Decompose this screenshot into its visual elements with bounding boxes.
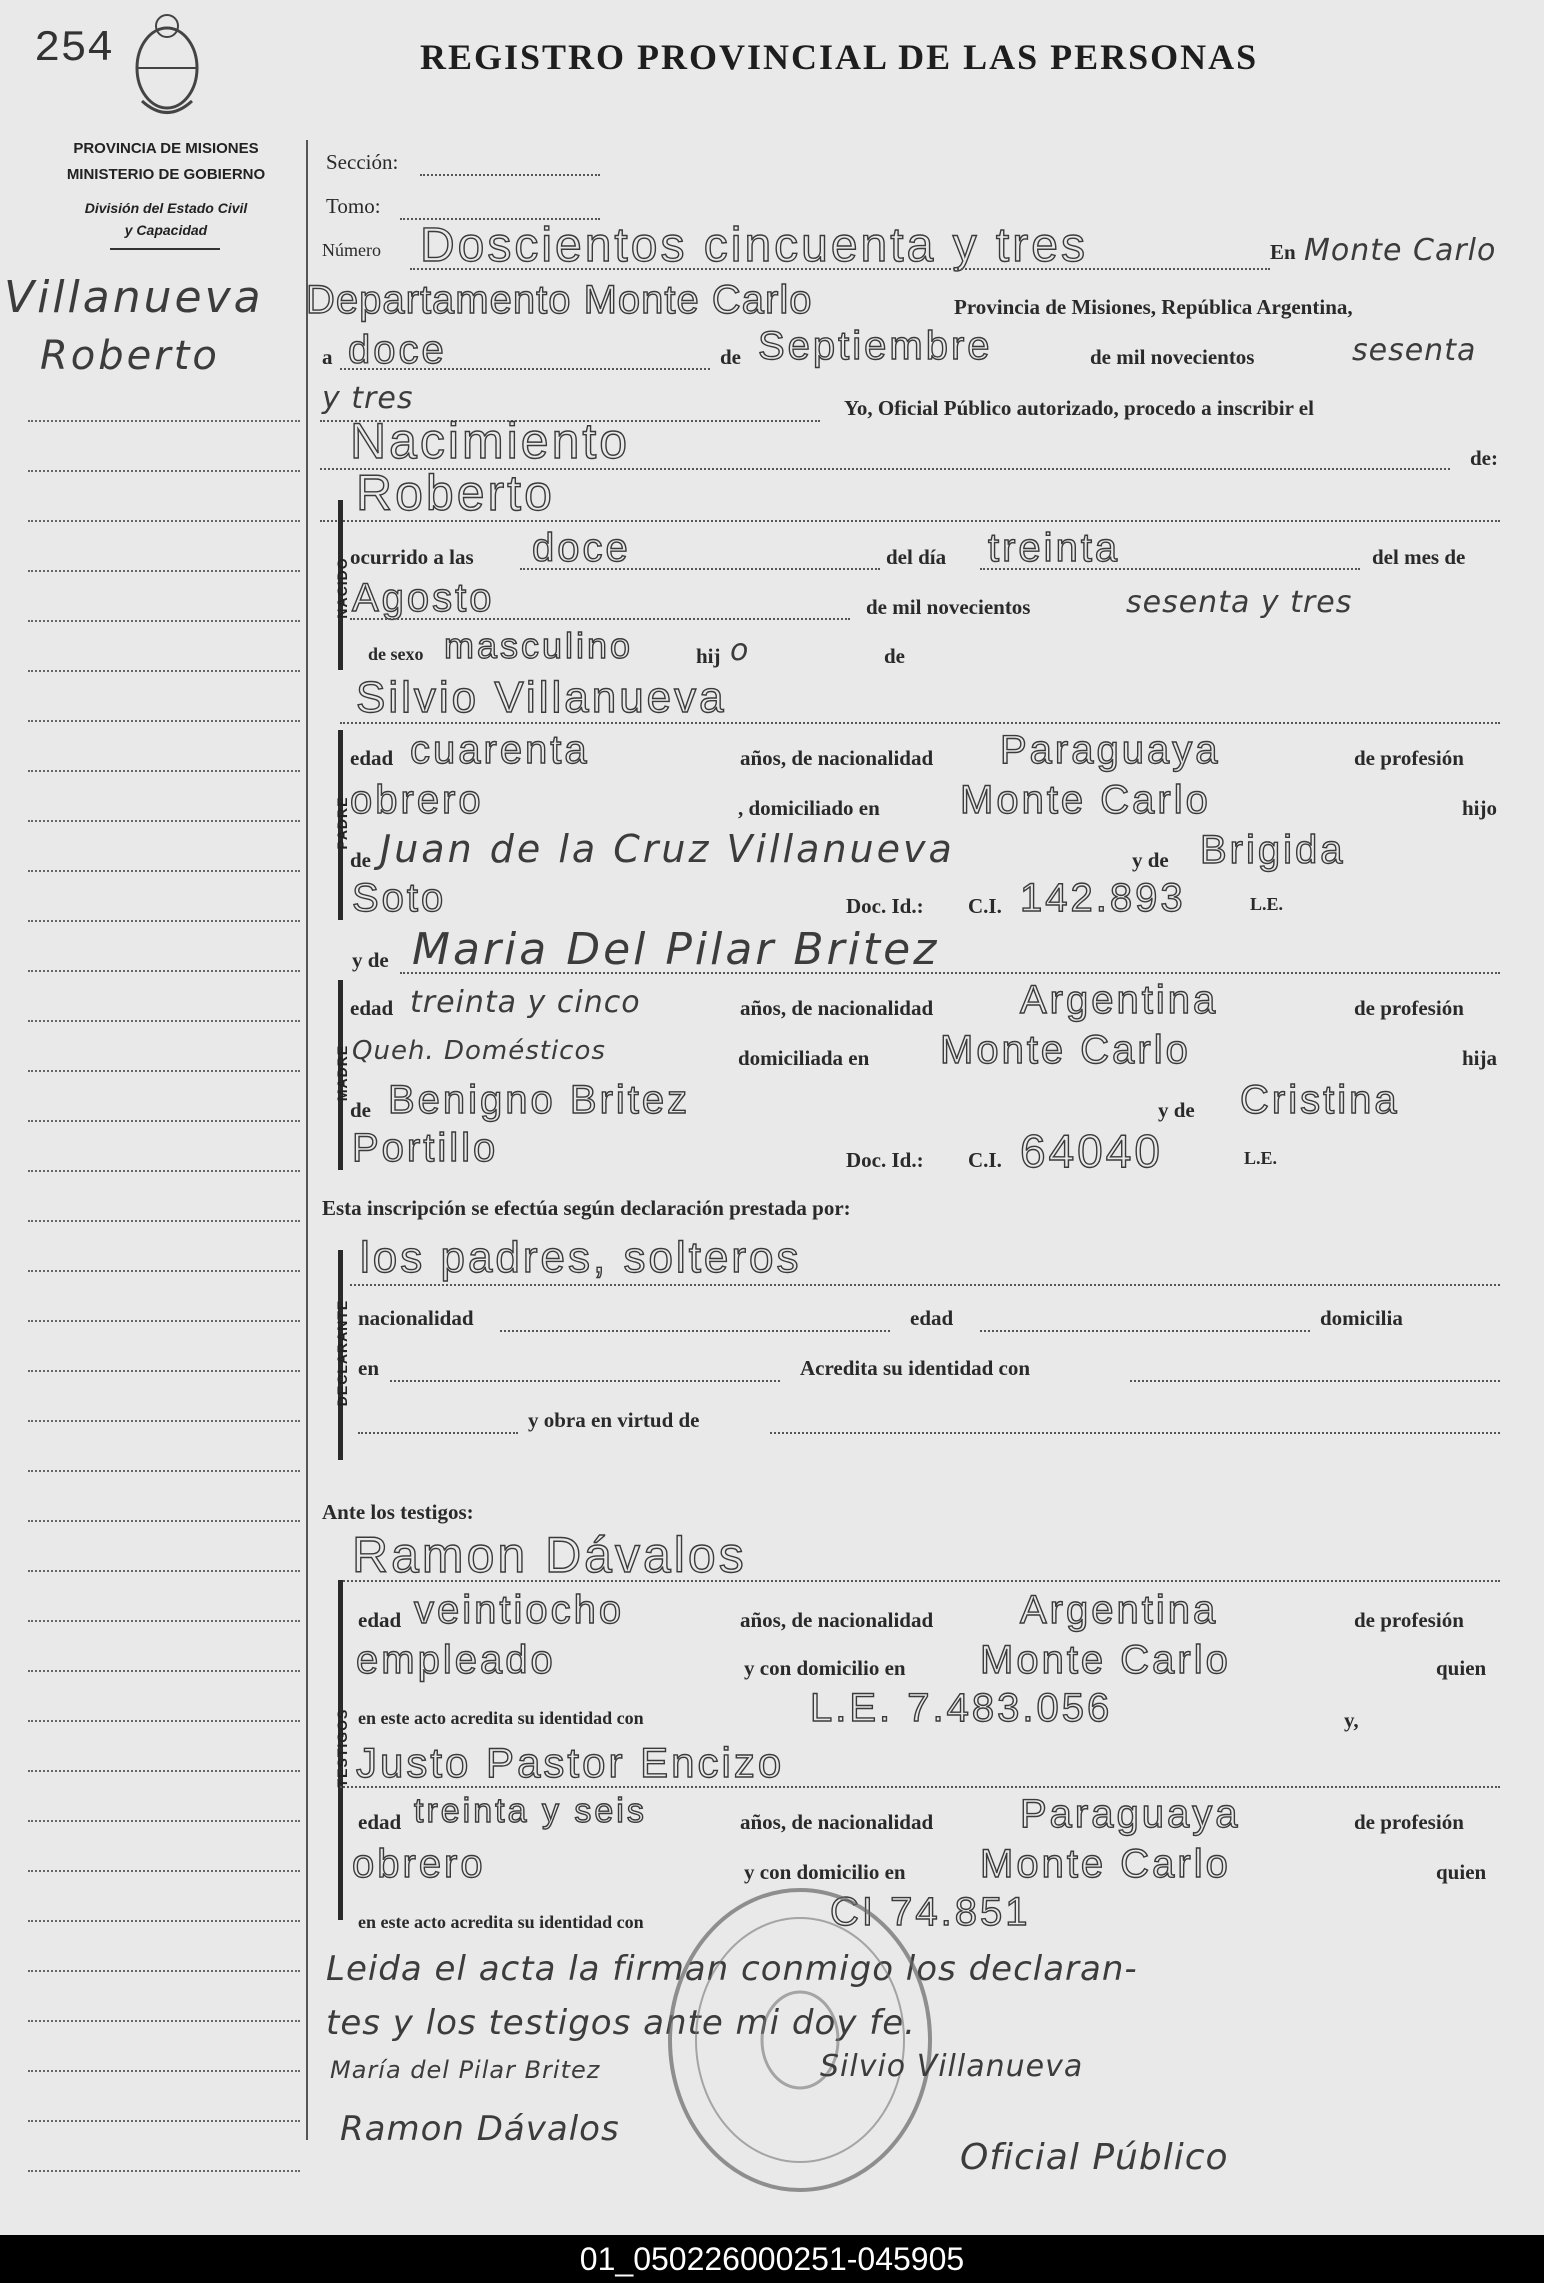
margin-line [28,670,300,672]
label-de-colon: de: [1470,446,1498,470]
margin-surname: Villanueva [4,272,264,323]
label-seccion: Sección: [326,150,399,174]
label-edad-t1: edad [358,1608,402,1632]
coat-of-arms-icon [122,6,212,126]
hw-testigo1-dom: Monte Carlo [980,1638,1231,1682]
hw-padre-nac: Paraguaya [1000,728,1221,772]
label-domicilia: domicilia [1320,1306,1403,1330]
margin-line [28,520,300,522]
label-ci-madre: C.I. [968,1148,1002,1172]
hw-sexo: masculino [444,625,634,666]
label-quien-t1: quien [1436,1656,1487,1680]
label-anos-nac-t2: años, de nacionalidad [740,1810,934,1834]
margin-line [28,1870,300,1872]
hw-padre-madre-b: Soto [352,876,447,920]
margin-divider [306,140,308,2140]
margin-line [28,1370,300,1372]
hw-testigo2-nombre: Justo Pastor Encizo [356,1739,785,1786]
hw-mes-nac: Agosto [352,576,495,620]
hw-padre-madre-a: Brigida [1200,828,1346,872]
hw-numero: Doscientos cincuenta y tres [420,219,1088,272]
label-con-domicilio-t1: y con domicilio en [744,1656,906,1680]
label-de-mil: de mil novecientos [1090,345,1255,369]
label-domiciliada: domiciliada en [738,1046,870,1070]
hw-anio-a: sesenta [1352,333,1477,368]
label-de-padre-padre: de [350,848,371,872]
signature-oficial: Oficial Público [960,2137,1229,2178]
margin-line [28,1270,300,1272]
ministry-line-4: y Capacidad [124,222,208,238]
hw-nombre: Roberto [356,465,555,521]
label-anos-nac-madre: años, de nacionalidad [740,996,934,1020]
margin-line [28,1170,300,1172]
margin-line [28,2120,300,2122]
section-label-declarante: DECLARANTE [334,1299,350,1407]
ministry-underline [110,248,220,250]
section-label-testigos: TESTIGOS [334,1708,350,1788]
label-a: a [322,345,333,369]
hw-lugar: Monte Carlo [1304,233,1497,268]
label-de-mil-2: de mil novecientos [866,595,1031,619]
ministry-line-3: División del Estado Civil [84,200,248,216]
label-ante: Ante los testigos: [322,1500,474,1524]
section-label-madre: MADRE [334,1044,350,1102]
hw-mes: Septiembre [758,324,993,368]
hw-testigo1-nac: Argentina [1020,1588,1219,1632]
label-del-mes: del mes de [1372,545,1466,569]
label-de-sexo: de sexo [368,644,424,664]
margin-line [28,720,300,722]
margin-line [28,920,300,922]
signature-madre: María del Pilar Britez [330,2056,601,2084]
hw-declarantes: los padres, solteros [360,1233,802,1282]
hw-padre-ci: 142.893 [1020,876,1186,920]
hw-testigo2-nac: Paraguaya [1020,1792,1241,1836]
label-prof-padre: de profesión [1354,746,1464,770]
section-label-padre: PADRE [334,796,350,850]
label-con-domicilio-t2: y con domicilio en [744,1860,906,1884]
hw-hora: doce [532,526,631,570]
margin-line [28,570,300,572]
margin-line [28,1470,300,1472]
ministry-line-2: MINISTERIO DE GOBIERNO [66,166,266,183]
hw-dia-nac: treinta [988,526,1121,570]
label-doc-madre: Doc. Id.: [846,1148,924,1172]
hw-madre-madre-b: Portillo [352,1126,499,1170]
margin-line [28,870,300,872]
margin-line [28,820,300,822]
hw-madre-ci: 64040 [1020,1125,1163,1177]
hw-anio-nac: sesenta y tres [1126,585,1353,620]
margin-line [28,1420,300,1422]
label-ci-padre: C.I. [968,894,1002,918]
label-tomo: Tomo: [326,194,381,218]
hw-testigo1-edad: veintiocho [414,1588,625,1632]
label-declaracion: Esta inscripción se efectúa según declaración prestada por: [322,1196,851,1220]
hw-testigo1-prof: empleado [356,1638,556,1682]
margin-line [28,470,300,472]
margin-line [28,2070,300,2072]
margin-line [28,1820,300,1822]
label-edad-madre: edad [350,996,394,1020]
label-le-padre: L.E. [1250,894,1284,914]
hw-madre-padre: Benigno Britez [388,1078,691,1122]
label-obra: y obra en virtud de [528,1408,700,1432]
label-hija: hija [1462,1046,1498,1070]
section-label-nacido: NACIDO [334,557,350,619]
page-title: REGISTRO PROVINCIAL DE LAS PERSONAS [420,37,1259,77]
hw-cierre-1: Leida el acta la firman conmigo los declaran- [326,1949,1138,1989]
page-number: 254 [34,24,114,74]
label-de: de [720,345,741,369]
label-hij: hij [696,644,721,668]
ministry-line-1: PROVINCIA DE MISIONES [73,140,259,157]
official-seal-icon [660,1880,940,2200]
hw-anio-b: y tres [322,381,414,416]
label-del-dia: del día [886,545,947,569]
label-doc-padre: Doc. Id.: [846,894,924,918]
label-prof-t2: de profesión [1354,1810,1464,1834]
margin-line [28,970,300,972]
hw-testigo1-nombre: Ramon Dávalos [352,1527,747,1583]
label-edad-t2: edad [358,1810,402,1834]
hw-dia: doce [348,328,447,372]
margin-line [28,1070,300,1072]
margin-line [28,770,300,772]
margin-line [28,1920,300,1922]
image-code-footer: 01_050226000251-045905 [0,2235,1544,2283]
hw-padre-prof: obrero [350,778,484,822]
label-anos-nac-t1: años, de nacionalidad [740,1608,934,1632]
label-edad-declarante: edad [910,1306,954,1330]
hw-testigo1-doc: L.E. 7.483.056 [810,1686,1113,1730]
margin-line [28,1120,300,1122]
label-acto-t1: en este acto acredita su identidad con [358,1708,644,1728]
hw-madre-edad: treinta y cinco [410,985,641,1020]
margin-given: Roberto [40,333,220,379]
margin-line [28,1720,300,1722]
hw-testigo2-edad: treinta y seis [414,1792,647,1830]
margin-line [28,1320,300,1322]
label-hijo: hijo [1462,796,1498,820]
margin-line [28,1570,300,1572]
signature-padre: Silvio Villanueva [820,2049,1084,2084]
hw-testigo2-prof: obrero [352,1842,486,1886]
label-domiciliado: , domiciliado en [738,796,880,820]
hw-madre-prof: Queh. Domésticos [352,1036,606,1066]
hw-acto: Nacimiento [350,413,631,469]
label-edad-padre: edad [350,746,394,770]
label-quien-t2: quien [1436,1860,1487,1884]
label-acredita: Acredita su identidad con [800,1356,1031,1380]
signature-testigo: Ramon Dávalos [340,2109,620,2149]
margin-line [28,620,300,622]
label-y-de-madre: y de [352,948,389,972]
margin-line [28,1520,300,1522]
label-nacionalidad: nacionalidad [358,1306,474,1330]
margin-line [28,1020,300,1022]
label-en: En [1270,240,1296,264]
label-en-declarante: en [358,1356,379,1380]
label-y-de-madre-2: y de [1158,1098,1195,1122]
label-ocurrido: ocurrido a las [350,545,474,569]
label-acto-t2: en este acto acredita su identidad con [358,1912,644,1932]
margin-line [28,1970,300,1972]
hw-madre-nac: Argentina [1020,978,1219,1022]
hw-cierre-2: tes y los testigos ante mi doy fe. [326,2003,916,2043]
label-prof-madre: de profesión [1354,996,1464,1020]
hw-padre-nombre: Silvio Villanueva [356,673,727,722]
margin-line [28,1670,300,1672]
hw-padre-edad: cuarenta [410,728,590,772]
label-provincia: Provincia de Misiones, República Argentina, [954,295,1353,319]
hw-hij-suffix: o [730,633,750,668]
margin-line [28,420,300,422]
hw-madre-nombre: Maria Del Pilar Britez [412,924,940,975]
margin-line [28,1770,300,1772]
hw-padre-padre: Juan de la Cruz Villanueva [380,827,955,871]
margin-line [28,2170,300,2172]
label-yo: Yo, Oficial Público autorizado, procedo a inscribir el [844,396,1314,420]
label-y-comma: y, [1344,1708,1359,1732]
margin-line [28,1620,300,1622]
hw-madre-madre-a: Cristina [1240,1078,1400,1122]
label-numero: Número [322,240,381,260]
hw-departamento: Departamento Monte Carlo [306,278,813,322]
label-anos-nac-padre: años, de nacionalidad [740,746,934,770]
label-de-2: de [884,644,905,668]
label-y-de-padre: y de [1132,848,1169,872]
margin-line [28,1220,300,1222]
hw-testigo2-doc: CI 74.851 [830,1890,1031,1934]
hw-madre-dom: Monte Carlo [940,1028,1191,1072]
hw-padre-dom: Monte Carlo [960,778,1211,822]
label-prof-t1: de profesión [1354,1608,1464,1632]
label-le-madre: L.E. [1244,1148,1278,1168]
margin-line [28,2020,300,2022]
label-de-madre-padre: de [350,1098,371,1122]
hw-testigo2-dom: Monte Carlo [980,1842,1231,1886]
